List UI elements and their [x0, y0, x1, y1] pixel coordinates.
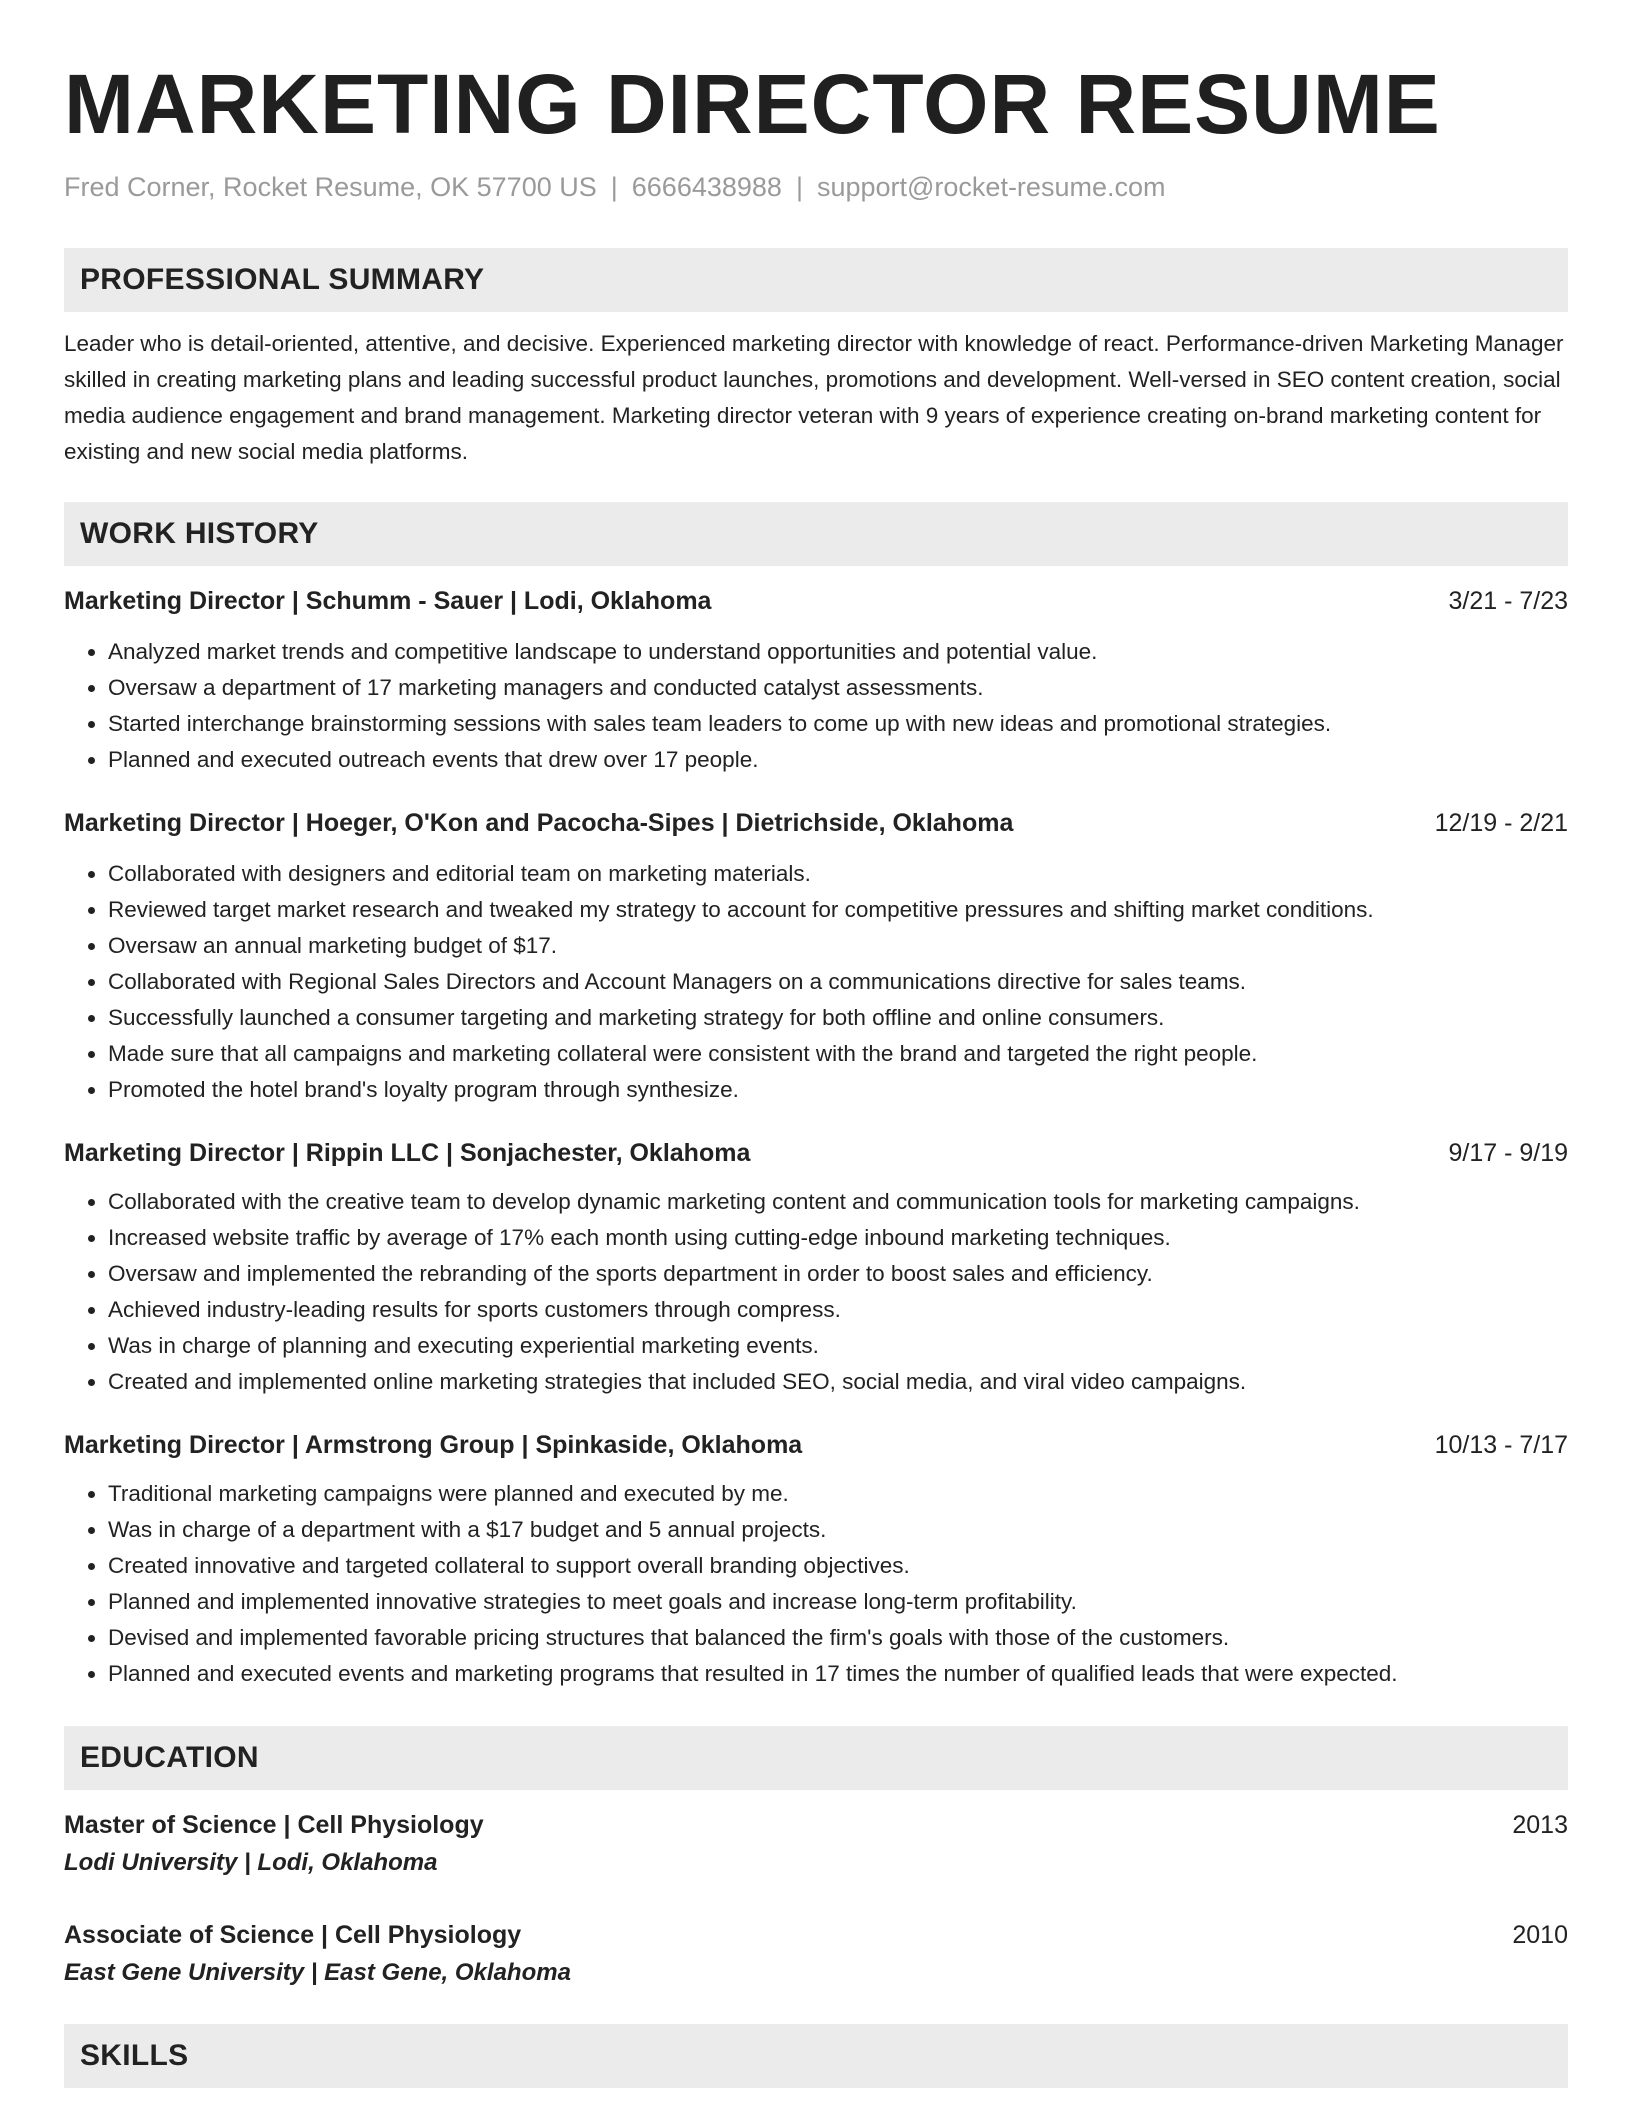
contact-phone: 6666438988 [631, 172, 782, 202]
job-entry [64, 1136, 1568, 1400]
job-dates: 9/17 - 9/19 [1448, 1139, 1568, 1167]
job-bullet: • Oversaw a department of 17 marketing managers and conducted catalyst assessments. [108, 670, 1568, 706]
job-dates: 3/21 - 7/23 [1448, 587, 1568, 615]
job-bullets [64, 634, 1568, 778]
education-header [64, 1808, 1568, 1842]
summary-heading: PROFESSIONAL SUMMARY [64, 248, 1568, 312]
job-title: Marketing Director | Armstrong Group | Spinkaside, Oklahoma [64, 1431, 803, 1459]
education-entry [64, 1808, 1568, 1880]
job-entry [64, 806, 1568, 1108]
job-bullet: • Traditional marketing campaigns were planned and executed by me. [108, 1476, 1568, 1512]
education-entry [64, 1918, 1568, 1990]
job-bullet: • Collaborated with designers and editorial team on marketing materials. [108, 856, 1568, 892]
skills-heading: SKILLS [64, 2024, 1568, 2088]
job-header [64, 806, 1568, 840]
contact-separator: | [610, 172, 618, 202]
job-bullet: • Promoted the hotel brand's loyalty program through synthesize. [108, 1072, 1568, 1108]
job-bullet: • Planned and implemented innovative strategies to meet goals and increase long-term profitability. [108, 1584, 1568, 1620]
contact-address: Fred Corner, Rocket Resume, OK 57700 US [64, 172, 597, 202]
education-school: East Gene University | East Gene, Oklahoma [64, 1959, 571, 1986]
education-header [64, 1918, 1568, 1952]
education-heading: EDUCATION [64, 1726, 1568, 1790]
job-title: Marketing Director | Rippin LLC | Sonjachester, Oklahoma [64, 1139, 751, 1167]
education-school: Lodi University | Lodi, Oklahoma [64, 1849, 438, 1876]
job-bullets [64, 856, 1568, 1108]
job-bullet: • Started interchange brainstorming sessions with sales team leaders to come up with new ideas and promotional strategies. [108, 706, 1568, 742]
job-bullet: • Created and implemented online marketing strategies that included SEO, social media, and viral video campaigns. [108, 1364, 1568, 1400]
contact-line [64, 170, 1568, 204]
job-bullet: • Oversaw and implemented the rebranding of the sports department in order to boost sales and efficiency. [108, 1256, 1568, 1292]
job-bullet: • Achieved industry-leading results for sports customers through compress. [108, 1292, 1568, 1328]
contact-separator: | [795, 172, 803, 202]
job-header [64, 1428, 1568, 1462]
job-bullet: • Devised and implemented favorable pricing structures that balanced the firm's goals with those of the customers. [108, 1620, 1568, 1656]
job-bullet: • Successfully launched a consumer targeting and marketing strategy for both offline and online consumers. [108, 1000, 1568, 1036]
job-bullet: • Planned and executed events and marketing programs that resulted in 17 times the number of qualified leads that were expected. [108, 1656, 1568, 1692]
resume-title: MARKETING DIRECTOR RESUME [64, 57, 1441, 151]
job-bullet: • Made sure that all campaigns and marketing collateral were consistent with the brand and targeted the right people. [108, 1036, 1568, 1072]
job-title: Marketing Director | Schumm - Sauer | Lodi, Oklahoma [64, 587, 712, 615]
job-title: Marketing Director | Hoeger, O'Kon and Pacocha-Sipes | Dietrichside, Oklahoma [64, 809, 1014, 837]
job-bullet: • Planned and executed outreach events that drew over 17 people. [108, 742, 1568, 778]
job-dates: 10/13 - 7/17 [1434, 1431, 1568, 1459]
job-header [64, 1136, 1568, 1170]
job-bullet: • Collaborated with the creative team to develop dynamic marketing content and communication tools for marketing campaigns. [108, 1184, 1568, 1220]
job-bullet: • Increased website traffic by average of 17% each month using cutting-edge inbound marketing techniques. [108, 1220, 1568, 1256]
job-header [64, 584, 1568, 618]
job-bullet: • Was in charge of planning and executing experiential marketing events. [108, 1328, 1568, 1364]
job-dates: 12/19 - 2/21 [1434, 809, 1568, 837]
education-degree: Associate of Science | Cell Physiology [64, 1921, 522, 1949]
job-bullet: • Was in charge of a department with a $17 budget and 5 annual projects. [108, 1512, 1568, 1548]
job-bullet: • Analyzed market trends and competitive landscape to understand opportunities and potential value. [108, 634, 1568, 670]
job-bullet: • Created innovative and targeted collateral to support overall branding objectives. [108, 1548, 1568, 1584]
job-entry [64, 1428, 1568, 1692]
education-year: 2010 [1512, 1921, 1568, 1949]
job-bullet: • Collaborated with Regional Sales Directors and Account Managers on a communications directive for sales teams. [108, 964, 1568, 1000]
job-bullet: • Reviewed target market research and tweaked my strategy to account for competitive pressures and shifting market conditions. [108, 892, 1568, 928]
contact-email: support@rocket-resume.com [816, 172, 1166, 202]
job-bullets [64, 1184, 1568, 1400]
summary-text: Leader who is detail-oriented, attentive, and decisive. Experienced marketing director with knowledge of react. Performance-driven Marketing Manager skilled in creating marketing plans and leading successful product launches, promotions and development. Well-versed in SEO content creation, social media audience engagement and brand management. Marketing director veteran with 9 years of experience creating on-brand marketing content for existing and new social media platforms. [64, 331, 1564, 464]
education-year: 2013 [1512, 1811, 1568, 1839]
education-degree: Master of Science | Cell Physiology [64, 1811, 484, 1839]
job-bullet: • Oversaw an annual marketing budget of $17. [108, 928, 1568, 964]
job-entry [64, 584, 1568, 778]
job-bullets [64, 1476, 1568, 1692]
work-history-heading: WORK HISTORY [64, 502, 1568, 566]
